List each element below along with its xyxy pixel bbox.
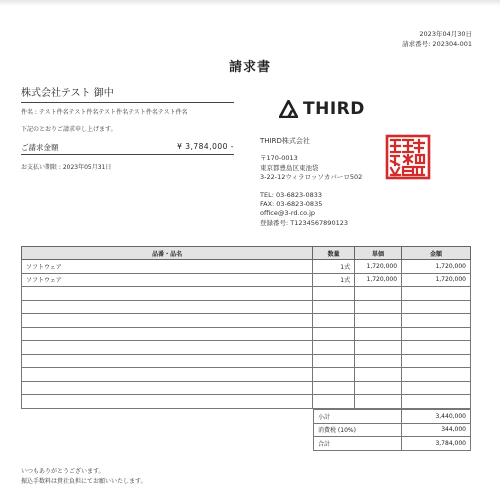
item-price-cell [355,381,402,395]
item-name-cell [22,300,313,314]
item-name-cell: ソフトウェア [22,260,313,274]
item-amount-cell: 1,720,000 [402,273,471,287]
footer-thanks: いつもありがとうございます。 [21,468,105,475]
tax-label: 消費税 (10%) [314,423,402,437]
issuer-tel: TEL: 03-6823-0833 [260,190,323,199]
total-label: 合計 [314,437,402,451]
item-price-cell [355,395,402,409]
invoice-number: 請求番号: 202304-001 [402,40,472,48]
recipient-name: 株式会社テスト 御中 [21,84,234,103]
total-value: 3,784,000 [402,437,471,451]
item-name-cell [22,341,313,355]
item-amount-cell [402,395,471,409]
table-row [22,300,471,314]
issuer-fax: FAX: 03-6823-0835 [260,200,323,209]
company-logo [279,98,365,120]
item-price-cell: 1,720,000 [355,260,402,274]
issuer-address-2: 3-22-12ウィラロッソカバーロ502 [260,173,363,182]
billing-amount [21,142,234,155]
total-row [314,437,471,451]
item-price-cell [355,341,402,355]
item-qty-cell [313,327,355,341]
table-row [22,395,471,409]
item-qty-cell: 1式 [313,273,355,287]
item-price-cell [355,287,402,301]
issuer-address-1: 東京都豊島区東池袋 [260,163,319,172]
tax-value: 344,000 [402,423,471,437]
payment-due-date: お支払い期限 : 2023年05月31日 [21,164,112,171]
subtotal-label: 小計 [314,410,402,424]
item-name-cell [22,395,313,409]
invoice-date: 2023年04月30日 [419,30,472,38]
item-qty-cell [313,300,355,314]
totals-table [313,409,471,451]
tax-row [314,423,471,437]
item-qty-cell [313,354,355,368]
subtotal-row [314,410,471,424]
table-row [22,341,471,355]
issuer-info [260,137,362,228]
item-name-cell [22,368,313,382]
footer-notes [21,467,147,487]
item-price-cell: 1,720,000 [355,273,402,287]
logo-wordmark: THIRD [303,99,365,119]
item-price-cell [355,368,402,382]
item-amount-cell [402,341,471,355]
table-row [22,327,471,341]
item-name-cell [22,327,313,341]
item-name-cell [22,314,313,328]
billing-amount-value: ¥ 3,784,000 - [177,142,234,151]
issuer-postal: 〒170-0013 [260,154,298,163]
item-qty-cell [313,368,355,382]
item-qty-cell: 1式 [313,260,355,274]
item-amount-cell [402,327,471,341]
invoice-meta [402,29,472,49]
line-items-table [21,246,471,409]
invoice-subject: 件名 : テスト件名テスト件名テスト件名テスト件名テスト件名 [21,109,188,116]
table-row [22,368,471,382]
item-name-cell [22,354,313,368]
invoice-lead-text: 下記のとおりご請求申し上げます。 [21,126,117,133]
table-row [22,273,471,287]
table-row [22,314,471,328]
page-top-edge [0,0,500,6]
item-amount-cell [402,354,471,368]
column-header: 単価 [355,247,402,260]
table-row [22,354,471,368]
item-qty-cell [313,341,355,355]
item-amount-cell [402,287,471,301]
table-header-row [22,247,471,260]
item-name-cell: ソフトウェア [22,273,313,287]
table-row [22,287,471,301]
issuer-name: THIRD株式会社 [260,137,310,145]
item-price-cell [355,327,402,341]
subtotal-value: 3,440,000 [402,410,471,424]
issuer-registration: 登録番号: T1234567890123 [260,218,348,227]
issuer-email: office@3-rd.co.jp [260,209,315,218]
table-row [22,260,471,274]
item-amount-cell [402,314,471,328]
item-amount-cell [402,300,471,314]
item-price-cell [355,314,402,328]
footer-fee-note: 振込手数料は貴社負担にてお願いいたします。 [21,478,147,485]
item-name-cell [22,381,313,395]
document-title: 請求書 [228,60,271,75]
column-header: 数量 [313,247,355,260]
triangle-logo-icon [279,100,298,118]
company-seal-icon [385,134,431,180]
item-qty-cell [313,287,355,301]
item-price-cell [355,354,402,368]
item-amount-cell: 1,720,000 [402,260,471,274]
item-qty-cell [313,395,355,409]
column-header: 品番・品名 [22,247,313,260]
item-qty-cell [313,314,355,328]
billing-amount-label: ご請求金額 [21,143,59,152]
item-name-cell [22,287,313,301]
column-header: 金額 [402,247,471,260]
item-amount-cell [402,368,471,382]
item-amount-cell [402,381,471,395]
item-qty-cell [313,381,355,395]
table-row [22,381,471,395]
item-price-cell [355,300,402,314]
